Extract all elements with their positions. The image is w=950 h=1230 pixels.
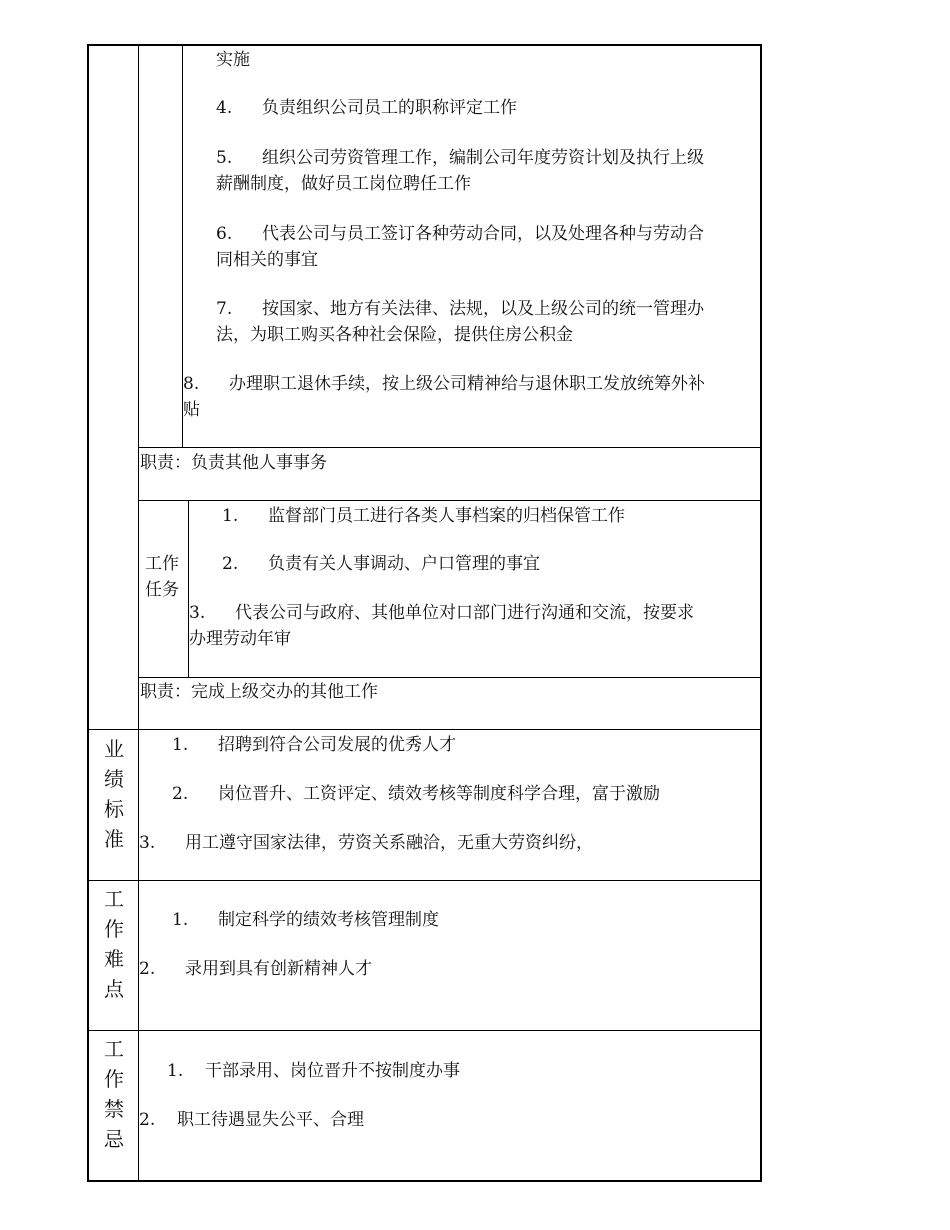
list-text: 招聘到符合公司发展的优秀人才: [218, 735, 456, 755]
label-char: 准: [104, 827, 124, 851]
label-char: 作: [104, 917, 124, 941]
label-char: 工: [104, 1037, 124, 1061]
list-item: [189, 600, 694, 626]
list-item: [172, 907, 439, 933]
section-divider: [87, 1030, 762, 1031]
list-item: [139, 1107, 364, 1133]
outer-right-border: [760, 44, 762, 1182]
list-item: [167, 1058, 460, 1084]
outer-left-border: [87, 44, 89, 1182]
list-text: 监督部门员工进行各类人事档案的归档保管工作: [268, 506, 625, 526]
list-text: 岗位晋升、工资评定、绩效考核等制度科学合理，富于激励: [218, 784, 660, 804]
list-text: 录用到具有创新精神人才: [185, 959, 372, 979]
continuation-text: 实施: [216, 50, 250, 70]
tasks-label-line: 工作: [145, 554, 179, 574]
list-number: 1.: [172, 910, 189, 930]
section-divider: [87, 729, 762, 730]
list-item: [183, 371, 705, 397]
row-divider: [138, 500, 762, 501]
bottom-border: [87, 1180, 762, 1182]
list-item: [216, 145, 704, 171]
label-char: 难: [104, 947, 124, 971]
row-divider: [138, 677, 762, 678]
label-char: 标: [104, 797, 124, 821]
list-text-continued: 同相关的事宜: [216, 250, 318, 270]
list-number: 7.: [216, 299, 233, 319]
list-text: 按国家、地方有关法律、法规，以及上级公司的统一管理办: [262, 299, 704, 319]
list-number: 1.: [222, 506, 239, 526]
label-char: 作: [104, 1067, 124, 1091]
list-text: 组织公司劳资管理工作，编制公司年度劳资计划及执行上级: [262, 148, 704, 168]
taboos-label: [89, 1034, 139, 1154]
label-char: 禁: [104, 1097, 124, 1121]
list-text-continued: 薪酬制度，做好员工岗位聘任工作: [216, 174, 471, 194]
duty-other-hr: 职责：负责其他人事事务: [140, 453, 327, 473]
list-item: [216, 95, 517, 121]
list-text: 职工待遇显失公平、合理: [177, 1110, 364, 1130]
list-number: 2.: [139, 959, 156, 979]
label-char: 工: [104, 887, 124, 911]
list-text: 制定科学的绩效考核管理制度: [218, 910, 439, 930]
list-text: 办理职工退休手续，按上级公司精神给与退休职工发放统筹外补: [229, 374, 705, 394]
tasks-label-line: 任务: [145, 580, 179, 600]
row-divider: [138, 447, 762, 448]
label-column-border: [138, 44, 139, 1182]
list-text-continued: 贴: [183, 400, 200, 420]
label-char: 业: [104, 737, 124, 761]
list-item: [172, 732, 456, 758]
section-divider: [87, 880, 762, 881]
list-text: 负责有关人事调动、户口管理的事宜: [268, 554, 540, 574]
list-text: 负责组织公司员工的职称评定工作: [262, 98, 517, 118]
list-number: 1.: [172, 735, 189, 755]
tasks-label: [138, 551, 186, 603]
list-item: [216, 221, 704, 247]
list-number: 2.: [172, 784, 189, 804]
list-text: 用工遵守国家法律，劳资关系融洽，无重大劳资纠纷，: [185, 833, 593, 853]
list-number: 6.: [216, 224, 233, 244]
list-item: [139, 830, 593, 856]
difficulties-label: [89, 884, 139, 1004]
list-text: 干部录用、岗位晋升不按制度办事: [205, 1061, 460, 1081]
list-text-continued: 办理劳动年审: [189, 629, 291, 649]
list-item: [139, 956, 372, 982]
list-item: [216, 296, 704, 322]
label-char: 点: [104, 977, 124, 1001]
list-number: 1.: [167, 1061, 184, 1081]
list-number: 3.: [139, 833, 156, 853]
label-char: 绩: [104, 767, 124, 791]
list-number: 2.: [139, 1110, 156, 1130]
list-text: 代表公司与员工签订各种劳动合同，以及处理各种与劳动合: [262, 224, 704, 244]
list-text: 代表公司与政府、其他单位对口部门进行沟通和交流，按要求: [235, 603, 694, 623]
performance-label: [89, 734, 139, 854]
label-char: 忌: [104, 1127, 124, 1151]
list-number: 2.: [222, 554, 239, 574]
list-number: 5.: [216, 148, 233, 168]
list-text-continued: 法，为职工购买各种社会保险，提供住房公积金: [216, 325, 573, 345]
list-number: 8.: [183, 374, 200, 394]
list-number: 4.: [216, 98, 233, 118]
list-item: [222, 503, 625, 529]
duty-other-work: 职责：完成上级交办的其他工作: [140, 682, 378, 702]
list-item: [172, 781, 660, 807]
top-border: [87, 44, 762, 46]
list-item: [222, 551, 540, 577]
list-number: 3.: [189, 603, 206, 623]
